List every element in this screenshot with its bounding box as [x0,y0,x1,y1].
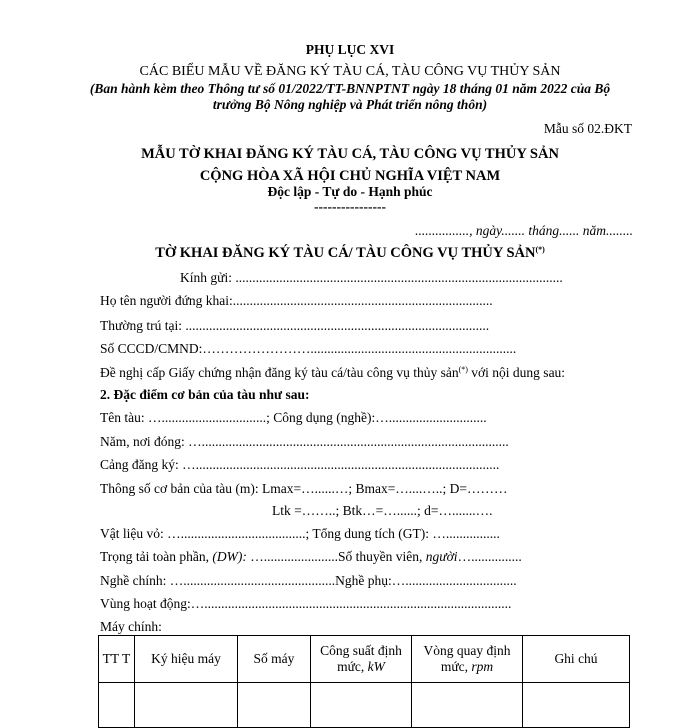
form-title: MẪU TỜ KHAI ĐĂNG KÝ TÀU CÁ, TÀU CÔNG VỤ THỦY SẢN [141,146,559,162]
date-line: ................, ngày....... tháng...... năm........ [415,223,633,238]
request-mark: (*) [458,365,468,374]
recipient-field: Kính gửi: ................................................................................................. [180,270,563,285]
build-year-place-field: Năm, nơi đóng: …........................................................................................... [100,434,509,449]
table-cell [238,683,311,728]
table-cell [412,683,523,728]
col-index-header: TT T [99,636,135,683]
main-engine-label: Máy chính: [100,619,162,634]
residence-field: Thường trú tại: .......................................................................................... [100,318,490,333]
engine-table [98,635,630,728]
table-cell [135,683,238,728]
table-row [99,683,630,728]
appendix-title: PHỤ LỤC XVI [305,42,395,57]
operating-area-field: Vùng hoạt động:…........................................................................................... [100,596,512,611]
ship-name-field: Tên tàu: …...............................; Công dụng (nghề):…............................. [100,410,487,425]
issued-by-line-1: (Ban hành kèm theo Thông tư số 01/2022/TT-BNNPTNT ngày 18 tháng 01 năm 2022 của Bộ [89,81,611,96]
col-power-header: Công suất định mức, kW [311,636,412,683]
col-serial-header: Số máy [238,636,311,683]
hull-material-field: Vật liệu vỏ: ….....................................; Tổng dung tích (GT): …................ [100,526,500,541]
country-name: CỘNG HÒA XÃ HỘI CHỦ NGHĨA VIỆT NAM [199,168,501,184]
form-number: Mẫu số 02.ĐKT [543,121,632,136]
national-motto: Độc lập - Tự do - Hạnh phúc [267,184,433,199]
request-statement: Đề nghị cấp Giấy chứng nhận đăng ký tàu cá/tàu công vụ thủy sản(*) với nội dung sau: [100,365,566,380]
engine-table-header-row [99,636,630,683]
declaration-title-mark: (*) [535,245,545,254]
declarant-name-field: Họ tên người đứng khai:............................................................................. [100,293,493,308]
declaration-title: TỜ KHAI ĐĂNG KÝ TÀU CÁ/ TÀU CÔNG VỤ THỦY SẢN(*) [155,245,545,261]
table-cell [523,683,630,728]
motto-separator: ---------------- [314,199,386,214]
id-number-field: Số CCCD/CMND:……………………............................................................. [100,341,517,356]
ship-dimensions-field-2: Ltk =……..; Btk…=…......; d=….......…. [272,503,493,518]
col-notes-header: Ghi chú [523,636,630,683]
ship-dimensions-field-1: Thông số cơ bản của tàu (m): Lmax=…......…; Bmax=…....…..; D=……… [100,481,508,496]
table-cell [99,683,135,728]
table-cell [311,683,412,728]
fishing-gear-field: Nghề chính: ….............................................Nghề phụ:…................................. [100,573,517,588]
col-model-header: Ký hiệu máy [135,636,238,683]
section-2-heading: 2. Đặc điểm cơ bản của tàu như sau: [100,387,310,402]
issued-by-line-2: trưởng Bộ Nông nghiệp và Phát triển nông thôn) [212,97,488,112]
forms-title: CÁC BIỂU MẪU VỀ ĐĂNG KÝ TÀU CÁ, TÀU CÔNG VỤ THỦY SẢN [139,64,561,79]
deadweight-crew-field: Trọng tải toàn phần, (DW): …......................Số thuyền viên, người…............... [100,549,522,564]
registration-port-field: Cảng đăng ký: ….......................................................................................... [100,457,500,472]
col-speed-header: Vòng quay định mức, rpm [412,636,523,683]
